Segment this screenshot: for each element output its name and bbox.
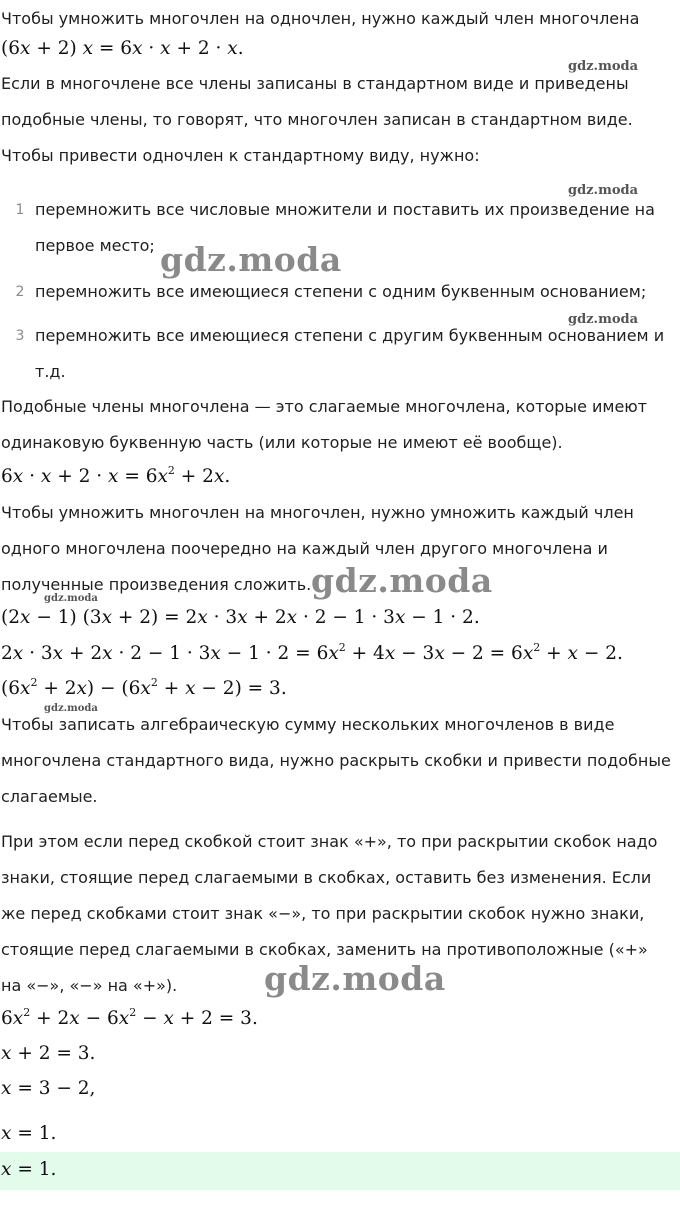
watermark: gdz.moda xyxy=(160,240,342,279)
watermark: gdz.moda xyxy=(311,561,493,600)
formula-line: $6x \cdot x + 2 \cdot x = 6x^2 + 2x$. xyxy=(1,464,231,487)
text-line: знаки, стоящие перед слагаемыми в скобках, оставить без изменения. Если xyxy=(1,868,652,887)
watermark: gdz.moda xyxy=(264,959,446,998)
list-number: 2 xyxy=(15,284,25,300)
formula-line: x = 3 − 2, xyxy=(1,1078,96,1099)
answer-formula: x = 1. xyxy=(1,1159,57,1180)
text-line: Подобные члены многочлена — это слагаемые многочлена, которые имеют xyxy=(1,397,648,416)
text-line: одинаковую буквенную часть (или которые не имеют её вообще). xyxy=(1,433,563,452)
text-line: же перед скобками стоит знак «−», то при раскрытии скобок нужно знаки, xyxy=(1,904,645,923)
formula-line: $6x^2 + 2x - 6x^2 - x + 2 = 3$. xyxy=(1,1006,258,1029)
watermark: gdz.moda xyxy=(568,59,639,74)
text-line: При этом если перед скобкой стоит знак «+», то при раскрытии скобок надо xyxy=(1,832,658,851)
formula-line: $2x \cdot 3x + 2x \cdot 2 - 1 \cdot 3x - 1 \cdot 2 = 6x^2 + 4x - 3x - 2 = 6x^2 + x - 2$. xyxy=(1,641,623,664)
list-item-text: первое место; xyxy=(35,236,155,255)
text-line: Если в многочлене все члены записаны в стандартном виде и приведены xyxy=(1,74,629,93)
text-line: слагаемые. xyxy=(1,787,98,806)
watermark: gdz.moda xyxy=(44,593,98,604)
list-item-text: т.д. xyxy=(35,362,66,381)
text-line: стоящие перед слагаемыми в скобках, заменить на противоположные («+» xyxy=(1,940,648,959)
text-line: Чтобы привести одночлен к стандартному виду, нужно: xyxy=(1,146,480,165)
text-line: подобные члены, то говорят, что многочлен записан в стандартном виде. xyxy=(1,110,633,129)
text-line: полученные произведения сложить. xyxy=(1,575,312,594)
text-line: Чтобы умножить многочлен на одночлен, нужно каждый член многочлена xyxy=(1,9,640,28)
list-number: 1 xyxy=(15,202,25,218)
watermark: gdz.moda xyxy=(568,312,639,327)
formula-line: (2x − 1) (3x + 2) = 2x · 3x + 2x · 2 − 1 · 3x − 1 · 2. xyxy=(1,607,480,628)
formula-line: (6x + 2) x = 6x · x + 2 · x. xyxy=(1,38,244,59)
watermark: gdz.moda xyxy=(44,703,98,714)
text-line: одного многочлена поочередно на каждый член другого многочлена и xyxy=(1,539,608,558)
formula-line: x = 1. xyxy=(1,1123,57,1144)
formula-line: $(6x^2 + 2x) - (6x^2 + x - 2) = 3$. xyxy=(1,676,287,699)
text-line: Чтобы умножить многочлен на многочлен, нужно умножить каждый член xyxy=(1,503,634,522)
answer-highlight xyxy=(0,1152,680,1190)
list-item-text: перемножить все числовые множители и поставить их произведение на xyxy=(35,200,655,219)
text-line: Чтобы записать алгебраическую сумму нескольких многочленов в виде xyxy=(1,715,615,734)
list-number: 3 xyxy=(15,328,25,344)
list-item-text: перемножить все имеющиеся степени с другим буквенным основанием и xyxy=(35,326,665,345)
watermark: gdz.moda xyxy=(568,183,639,198)
text-line: многочлена стандартного вида, нужно раскрыть скобки и привести подобные xyxy=(1,751,671,770)
list-item-text: перемножить все имеющиеся степени с одним буквенным основанием; xyxy=(35,282,647,301)
formula-line: x + 2 = 3. xyxy=(1,1043,96,1064)
text-line: на «−», «−» на «+»). xyxy=(1,976,178,995)
